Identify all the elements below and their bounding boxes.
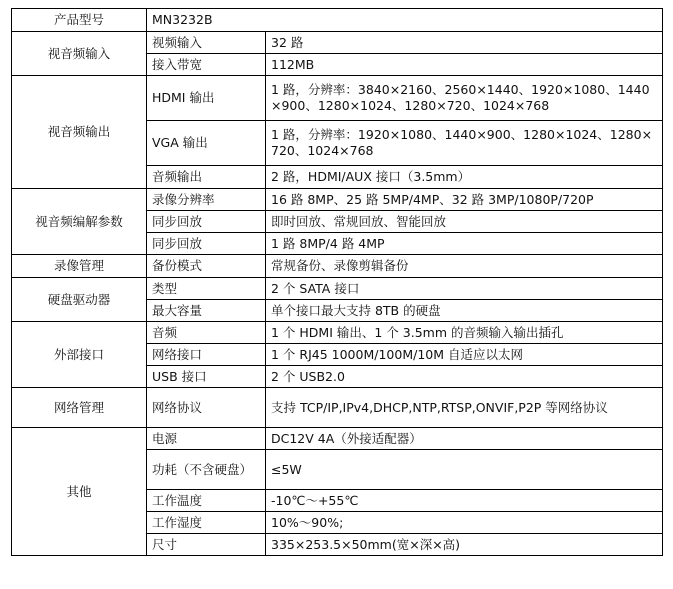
table-row <box>12 255 663 278</box>
spec-item: 接入带宽 <box>147 54 266 76</box>
table-row <box>12 428 663 450</box>
product-model-value: MN3232B <box>147 9 663 32</box>
spec-item: 录像分辨率 <box>147 189 266 211</box>
spec-value: 10%～90%; <box>266 512 663 534</box>
table-row <box>12 278 663 300</box>
spec-item: VGA 输出 <box>147 121 266 166</box>
spec-item: 工作温度 <box>147 490 266 512</box>
spec-value: 1 路，分辨率：1920×1080、1440×900、1280×1024、1280×720、1024×768 <box>266 121 663 166</box>
spec-value: 1 个 RJ45 1000M/100M/10M 自适应以太网 <box>266 344 663 366</box>
table-row <box>12 9 663 32</box>
spec-item: 视频输入 <box>147 32 266 54</box>
category-av-input: 视音频输入 <box>12 32 147 76</box>
spec-value: 即时回放、常规回放、智能回放 <box>266 211 663 233</box>
spec-item: 类型 <box>147 278 266 300</box>
table-row <box>12 388 663 428</box>
spec-item: 音频输出 <box>147 166 266 189</box>
spec-item: 工作湿度 <box>147 512 266 534</box>
spec-value: 1 路，分辨率：3840×2160、2560×1440、1920×1080、1440×900、1280×1024、1280×720、1024×768 <box>266 76 663 121</box>
category-codec: 视音频编解参数 <box>12 189 147 255</box>
spec-item: 最大容量 <box>147 300 266 322</box>
spec-item: 网络接口 <box>147 344 266 366</box>
table-row <box>12 189 663 211</box>
spec-item: 功耗（不含硬盘） <box>147 450 266 490</box>
spec-item: 电源 <box>147 428 266 450</box>
spec-value: 2 路，HDMI/AUX 接口（3.5mm） <box>266 166 663 189</box>
spec-value: 1 个 HDMI 输出、1 个 3.5mm 的音频输入输出插孔 <box>266 322 663 344</box>
table-row <box>12 322 663 344</box>
spec-value: 2 个 SATA 接口 <box>266 278 663 300</box>
category-hdd: 硬盘驱动器 <box>12 278 147 322</box>
category-other: 其他 <box>12 428 147 556</box>
spec-item: USB 接口 <box>147 366 266 388</box>
spec-value: 112MB <box>266 54 663 76</box>
category-recording: 录像管理 <box>12 255 147 278</box>
spec-value: 335×253.5×50mm(宽×深×高) <box>266 534 663 556</box>
spec-value: DC12V 4A（外接适配器） <box>266 428 663 450</box>
category-av-output: 视音频输出 <box>12 76 147 189</box>
product-model-label: 产品型号 <box>12 9 147 32</box>
spec-value: 2 个 USB2.0 <box>266 366 663 388</box>
spec-value: 1 路 8MP/4 路 4MP <box>266 233 663 255</box>
table-row <box>12 76 663 121</box>
spec-value: 32 路 <box>266 32 663 54</box>
spec-value: ≤5W <box>266 450 663 490</box>
spec-item: 同步回放 <box>147 211 266 233</box>
spec-value: 常规备份、录像剪辑备份 <box>266 255 663 278</box>
category-external: 外部接口 <box>12 322 147 388</box>
spec-value: 支持 TCP/IP,IPv4,DHCP,NTP,RTSP,ONVIF,P2P 等网络协议 <box>266 388 663 428</box>
spec-value: 单个接口最大支持 8TB 的硬盘 <box>266 300 663 322</box>
spec-value: 16 路 8MP、25 路 5MP/4MP、32 路 3MP/1080P/720P <box>266 189 663 211</box>
spec-item: 网络协议 <box>147 388 266 428</box>
category-network: 网络管理 <box>12 388 147 428</box>
spec-item: HDMI 输出 <box>147 76 266 121</box>
spec-item: 同步回放 <box>147 233 266 255</box>
spec-value: -10℃～+55℃ <box>266 490 663 512</box>
spec-table <box>11 8 663 556</box>
spec-item: 备份模式 <box>147 255 266 278</box>
table-row <box>12 32 663 54</box>
spec-item: 音频 <box>147 322 266 344</box>
spec-item: 尺寸 <box>147 534 266 556</box>
